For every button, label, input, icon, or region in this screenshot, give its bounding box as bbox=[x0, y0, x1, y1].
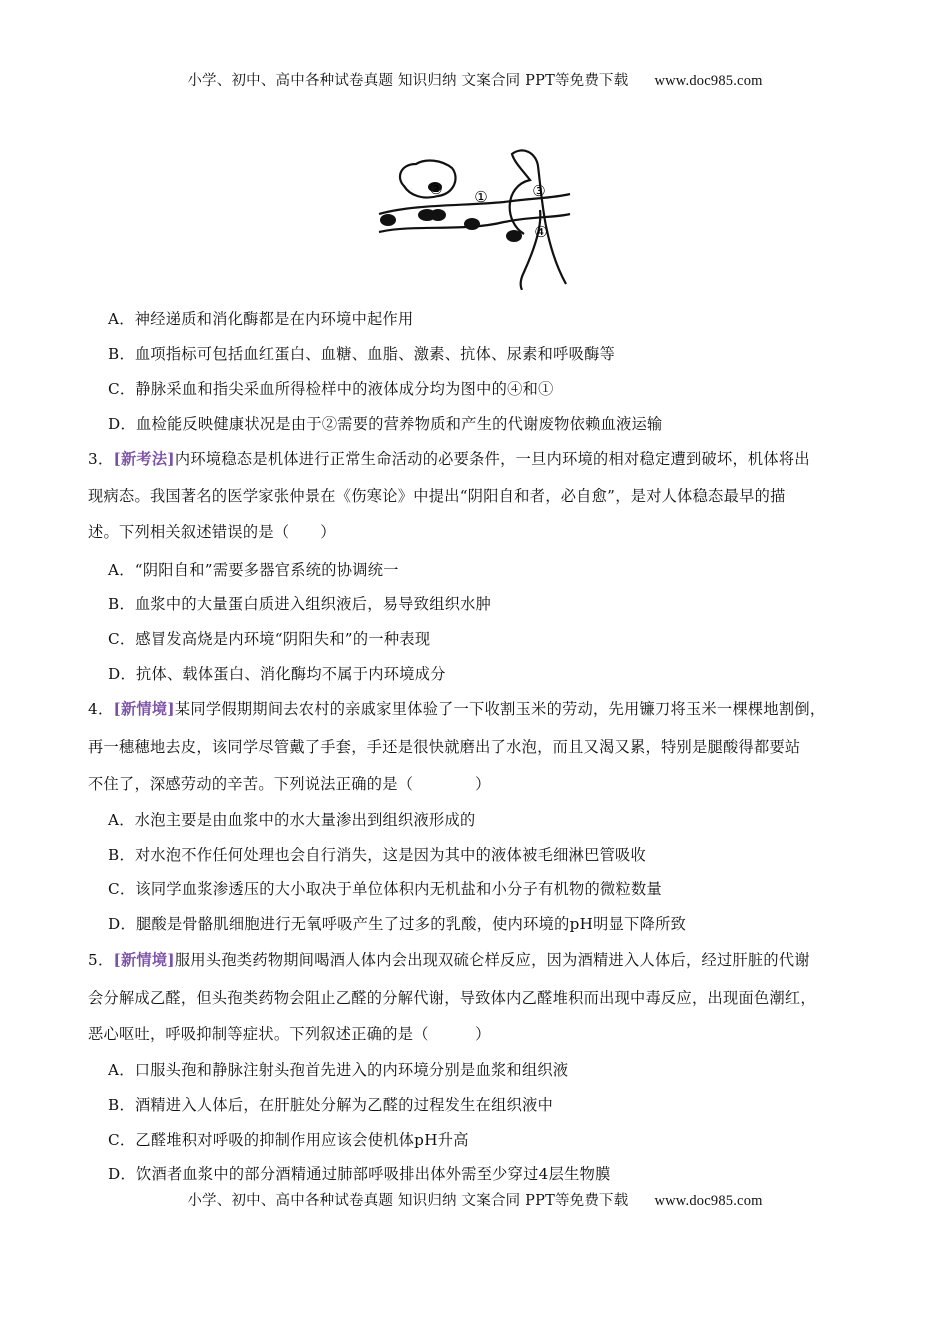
blood-cell bbox=[380, 214, 396, 226]
lymph-vessel-wall bbox=[521, 210, 541, 290]
q3-number: 3． bbox=[88, 450, 114, 468]
q5-stem-line-2: 会分解成乙醛，但头孢类药物会阻止乙醛的分解代谢，导致体内乙醛堆积而出现中毒反应，出现面色潮红， bbox=[88, 989, 816, 1007]
q5-stem-text-1: 服用头孢类药物期间喝酒人体内会出现双硫仑样反应，因为酒精进入人体后，经过肝脏的代谢 bbox=[174, 951, 810, 969]
q2-option-b: B．血项指标可包括血红蛋白、血糖、血脂、激素、抗体、尿素和呼吸酶等 bbox=[108, 345, 616, 363]
q5-tag: [新情境] bbox=[113, 951, 175, 969]
q5-stem-line-1 bbox=[88, 950, 888, 970]
label-2: ② bbox=[429, 180, 443, 198]
blood-cell bbox=[430, 209, 446, 221]
label-4: ④ bbox=[534, 223, 548, 241]
q4-stem-text-1: 某同学假期期间去农村的亲戚家里体验了一下收割玉米的劳动，先用镰刀将玉米一棵棵地割倒， bbox=[174, 700, 826, 718]
q5-option-c: C．乙醛堆积对呼吸的抑制作用应该会使机体pH升高 bbox=[108, 1131, 469, 1149]
q3-stem-line-2: 现病态。我国著名的医学家张仲景在《伤寒论》中提出“阴阳自和者，必自愈”，是对人体稳态最早的描 bbox=[88, 487, 786, 505]
q4-option-b: B．对水泡不作任何处理也会自行消失，这是因为其中的液体被毛细淋巴管吸收 bbox=[108, 846, 647, 864]
q4-tag: [新情境] bbox=[113, 700, 175, 718]
footer-site-link[interactable]: www.doc985.com bbox=[654, 1193, 763, 1209]
q3-stem-text-1: 内环境稳态是机体进行正常生命活动的必要条件，一旦内环境的相对稳定遭到破坏，机体将出 bbox=[174, 450, 810, 468]
q3-stem-line-1 bbox=[88, 449, 888, 469]
page-header bbox=[0, 69, 950, 90]
q4-option-c: C．该同学血浆渗透压的大小取决于单位体积内无机盐和小分子有机物的微粒数量 bbox=[108, 880, 662, 898]
label-3: ③ bbox=[532, 182, 546, 200]
q4-stem-line-1 bbox=[88, 699, 888, 719]
label-1: ① bbox=[474, 188, 488, 206]
q2-option-d: D．血检能反映健康状况是由于②需要的营养物质和产生的代谢废物依赖血液运输 bbox=[108, 415, 663, 433]
q3-option-a: A．“阴阳自和”需要多器官系统的协调统一 bbox=[108, 561, 399, 579]
q3-stem-line-3: 述。下列相关叙述错误的是（ ） bbox=[88, 523, 336, 541]
q2-option-a: A．神经递质和消化酶都是在内环境中起作用 bbox=[108, 310, 414, 328]
header-site-link[interactable]: www.doc985.com bbox=[654, 73, 763, 89]
q4-option-d: D．腿酸是骨骼肌细胞进行无氧呼吸产生了过多的乳酸，使内环境的pH明显下降所致 bbox=[108, 915, 687, 933]
q3-tag: [新考法] bbox=[113, 450, 175, 468]
header-text: 小学、初中、高中各种试卷真题 知识归纳 文案合同 PPT等免费下载 bbox=[187, 73, 629, 89]
q3-option-b: B．血浆中的大量蛋白质进入组织液后，易导致组织水肿 bbox=[108, 595, 492, 613]
q4-option-a: A．水泡主要是由血浆中的水大量渗出到组织液形成的 bbox=[108, 811, 476, 829]
tissue-cell-outline bbox=[400, 161, 456, 198]
q2-option-c: C．静脉采血和指尖采血所得检样中的液体成分均为图中的④和① bbox=[108, 380, 554, 398]
tissue-diagram bbox=[374, 142, 574, 290]
q5-option-a: A．口服头孢和静脉注射头孢首先进入的内环境分别是血浆和组织液 bbox=[108, 1061, 569, 1079]
q5-option-b: B．酒精进入人体后，在肝脏处分解为乙醛的过程发生在组织液中 bbox=[108, 1096, 554, 1114]
page-footer bbox=[0, 1189, 950, 1210]
q5-number: 5． bbox=[88, 951, 114, 969]
q3-option-c: C．感冒发高烧是内环境“阴阳失和”的一种表现 bbox=[108, 630, 431, 648]
q5-stem-line-3: 恶心呕吐，呼吸抑制等症状。下列叙述正确的是（ ） bbox=[88, 1025, 491, 1043]
q4-stem-line-3: 不住了，深感劳动的辛苦。下列说法正确的是（ ） bbox=[88, 775, 491, 793]
q5-option-d: D．饮酒者血浆中的部分酒精通过肺部呼吸排出体外需至少穿过4层生物膜 bbox=[108, 1165, 611, 1183]
q4-number: 4． bbox=[88, 700, 114, 718]
footer-text: 小学、初中、高中各种试卷真题 知识归纳 文案合同 PPT等免费下载 bbox=[187, 1193, 629, 1209]
q3-option-d: D．抗体、载体蛋白、消化酶均不属于内环境成分 bbox=[108, 665, 446, 683]
blood-cell bbox=[464, 218, 480, 230]
q4-stem-line-2: 再一穗穗地去皮，该同学尽管戴了手套，手还是很快就磨出了水泡，而且又渴又累，特别是腿酸得都要站 bbox=[88, 738, 801, 756]
